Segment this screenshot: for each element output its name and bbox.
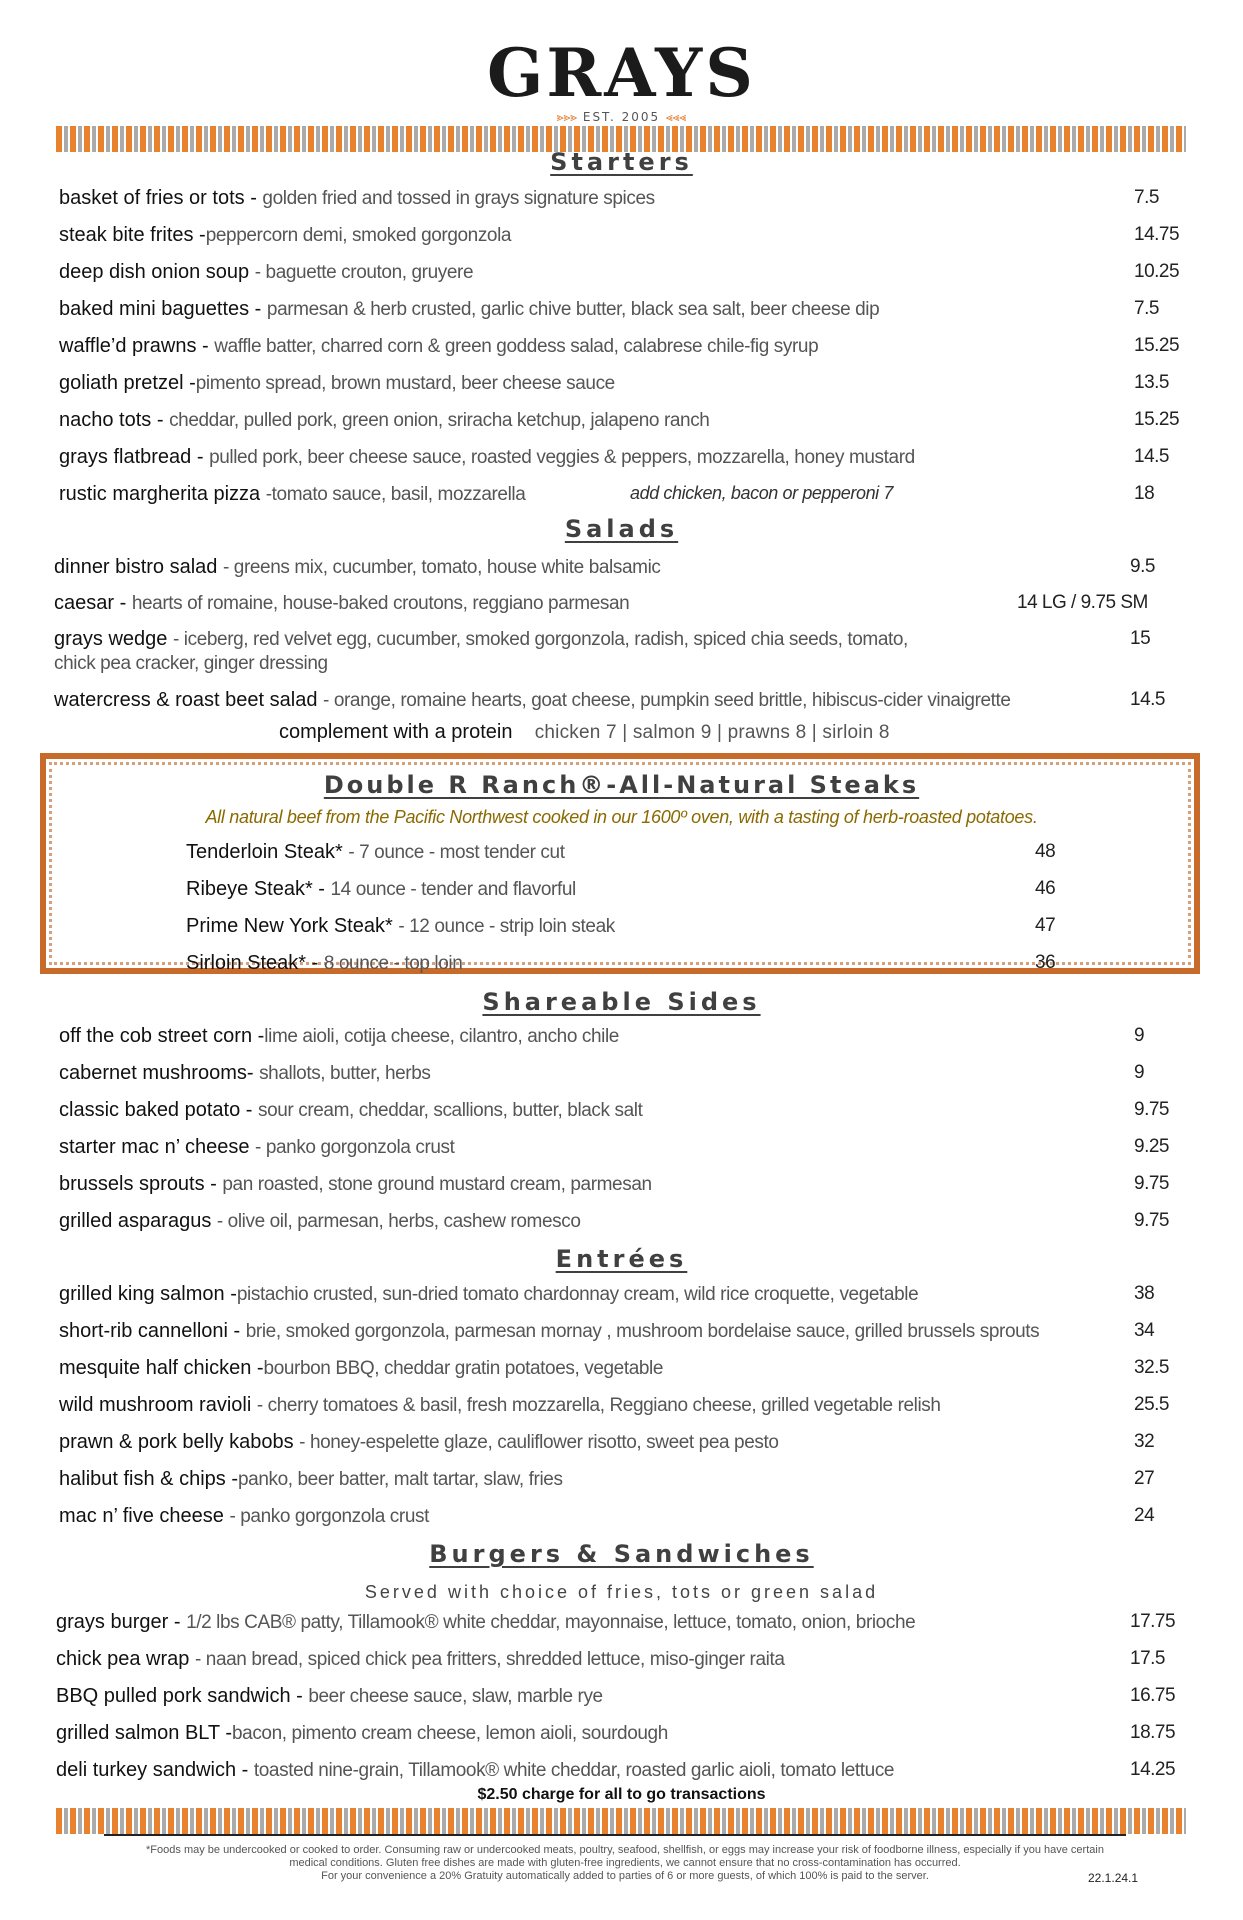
bottom-stripe-divider [56, 1808, 1186, 1834]
item-price: 14.25 [1130, 1759, 1176, 1780]
item-price: 14 LG / 9.75 SM [1017, 592, 1148, 613]
item-description: 1/2 lbs CAB® patty, Tillamook® white cheddar, mayonnaise, lettuce, tomato, onion, brioche [186, 1612, 916, 1633]
item-name: baked mini baguettes - [59, 298, 267, 320]
item-description: - 12 ounce - strip loin steak [398, 916, 615, 937]
starter-item [59, 408, 709, 433]
item-description: cheddar, pulled pork, green onion, sriracha ketchup, jalapeno ranch [169, 410, 710, 431]
footer-line-3: For your convenience a 20% Gratuity automatically added to parties of 6 or more guests, of which 100% is paid to the server. [321, 1870, 929, 1882]
section-title-entrees: Entrées [555, 1245, 688, 1273]
item-price: 24 [1134, 1505, 1155, 1526]
footer-line-1: *Foods may be undercooked or cooked to order. Consuming raw or undercooked meats, poultry, seafood, shellfish, or eggs may increase your risk of foodborne illness, especially if you have certain [146, 1844, 1104, 1856]
entree-item [59, 1504, 429, 1529]
item-price: 27 [1134, 1468, 1155, 1489]
item-name: grays flatbread - [59, 446, 210, 468]
menu-version-code: 22.1.24.1 [1088, 1871, 1139, 1885]
arrow-right-icon: ⪡⪡⪡ [665, 110, 687, 124]
footer-line-2: medical conditions. Gluten free dishes are made with gluten-free ingredients, we cannot ensure that no cross-contamination has occurred. [289, 1857, 961, 1869]
item-price: 32.5 [1134, 1357, 1169, 1378]
item-description: 8 ounce - top loin [323, 953, 463, 974]
item-name: Sirloin Steak* - [186, 952, 324, 974]
item-description: - greens mix, cucumber, tomato, house white balsamic [222, 557, 661, 578]
established-line [0, 110, 1243, 125]
salad-item [54, 627, 908, 652]
burger-item [56, 1647, 785, 1672]
item-price: 18.75 [1130, 1722, 1176, 1743]
item-name: watercress & roast beet salad [54, 689, 324, 711]
item-price: 7.5 [1134, 298, 1159, 319]
item-description: peppercorn demi, smoked gorgonzola [205, 225, 512, 246]
footer-disclaimer [60, 1844, 1190, 1883]
item-description: - panko gorgonzola crust [229, 1506, 429, 1527]
item-name: waffle’d prawns - [59, 335, 215, 357]
item-description: brie, smoked gorgonzola, parmesan mornay , mushroom bordelaise sauce, grilled brussels sprouts [245, 1321, 1040, 1342]
item-price: 9.75 [1134, 1173, 1169, 1194]
item-name: Ribeye Steak* - [186, 878, 331, 900]
item-price: 15 [1130, 628, 1151, 649]
item-description: sour cream, cheddar, scallions, butter, black salt [258, 1100, 643, 1121]
item-name: prawn & pork belly kabobs [59, 1431, 300, 1453]
brand-name: GRAYS [487, 34, 756, 112]
starter-item [59, 223, 511, 248]
protein-label: complement with a protein [279, 721, 513, 743]
item-description: - orange, romaine hearts, goat cheese, pumpkin seed brittle, hibiscus-cider vinaigrette [323, 690, 1011, 711]
steak-item [186, 914, 615, 939]
item-description: - olive oil, parmesan, herbs, cashew romesco [216, 1211, 581, 1232]
item-name: grays wedge [54, 628, 173, 650]
item-name: cabernet mushrooms- [59, 1062, 260, 1084]
item-price: 36 [1035, 952, 1056, 973]
protein-options: chicken 7 | salmon 9 | prawns 8 | sirloin 8 [534, 722, 890, 743]
item-price: 13.5 [1134, 372, 1169, 393]
side-item [59, 1209, 581, 1234]
salad-item [54, 688, 1011, 713]
item-description: - baguette crouton, gruyere [254, 262, 474, 283]
side-item [59, 1061, 430, 1086]
burger-item [56, 1684, 603, 1709]
item-description: pan roasted, stone ground mustard cream, parmesan [222, 1174, 652, 1195]
item-price: 38 [1134, 1283, 1155, 1304]
item-name: brussels sprouts - [59, 1173, 223, 1195]
item-description: - 7 ounce - most tender cut [348, 842, 565, 863]
item-description: -tomato sauce, basil, mozzarella [265, 484, 526, 505]
entree-item [59, 1356, 663, 1381]
item-price: 9.25 [1134, 1136, 1169, 1157]
burgers-served-note: Served with choice of fries, tots or green salad [364, 1582, 879, 1602]
item-price: 14.5 [1130, 689, 1165, 710]
item-price: 25.5 [1134, 1394, 1169, 1415]
side-item [59, 1135, 455, 1160]
item-name: steak bite frites - [59, 224, 206, 246]
item-description: beer cheese sauce, slaw, marble rye [308, 1686, 603, 1707]
item-name: deep dish onion soup [59, 261, 255, 283]
item-name: dinner bistro salad [54, 556, 223, 578]
item-description: pimento spread, brown mustard, beer cheese sauce [195, 373, 615, 394]
item-description: bourbon BBQ, cheddar gratin potatoes, vegetable [263, 1358, 664, 1379]
entree-item [59, 1467, 563, 1492]
to-go-charge: $2.50 charge for all to go transactions [477, 1786, 766, 1803]
item-name: Prime New York Steak* [186, 915, 399, 937]
starter-item [59, 186, 655, 211]
item-price: 17.75 [1130, 1611, 1176, 1632]
starter-item [59, 297, 879, 322]
starter-item [59, 260, 473, 285]
item-price: 9.5 [1130, 556, 1155, 577]
item-price: 17.5 [1130, 1648, 1165, 1669]
section-title-sides: Shareable Sides [482, 988, 761, 1016]
burger-item [56, 1758, 894, 1783]
item-description: - iceberg, red velvet egg, cucumber, smoked gorgonzola, radish, spiced chia seeds, tomato, [172, 629, 908, 650]
item-name: BBQ pulled pork sandwich - [56, 1685, 309, 1707]
item-name: caesar - [54, 592, 132, 614]
item-description: shallots, butter, herbs [259, 1063, 431, 1084]
item-price: 14.5 [1134, 446, 1169, 467]
item-price: 47 [1035, 915, 1056, 936]
starter-item [59, 445, 915, 470]
item-name: grays burger - [56, 1611, 187, 1633]
salad-item [54, 591, 629, 616]
item-name: chick pea wrap [56, 1648, 195, 1670]
item-name: grilled asparagus [59, 1210, 217, 1232]
item-description: bacon, pimento cream cheese, lemon aioli, sourdough [232, 1723, 668, 1744]
steaks-subtitle: All natural beef from the Pacific Northwest cooked in our 1600º oven, with a tasting of herb-roasted potatoes. [205, 807, 1038, 827]
item-price: 32 [1134, 1431, 1155, 1452]
protein-addon [279, 720, 890, 745]
item-price: 46 [1035, 878, 1056, 899]
item-name: grilled king salmon - [59, 1283, 237, 1305]
item-price: 15.25 [1134, 409, 1180, 430]
item-description: waffle batter, charred corn & green goddess salad, calabrese chile-fig syrup [214, 336, 819, 357]
item-name: nacho tots - [59, 409, 170, 431]
item-name: wild mushroom ravioli [59, 1394, 257, 1416]
item-price: 18 [1134, 483, 1155, 504]
entree-item [59, 1430, 779, 1455]
item-price: 10.25 [1134, 261, 1180, 282]
item-description: golden fried and tossed in grays signature spices [262, 188, 655, 209]
salad-item [54, 555, 661, 580]
item-price: 9 [1134, 1025, 1145, 1046]
item-price: 34 [1134, 1320, 1155, 1341]
item-name: halibut fish & chips - [59, 1468, 238, 1490]
item-name: basket of fries or tots - [59, 187, 263, 209]
item-price: 16.75 [1130, 1685, 1176, 1706]
item-name: off the cob street corn - [59, 1025, 265, 1047]
arrow-left-icon: ⪢⪢⪢ [556, 110, 578, 124]
item-description-continued [54, 651, 328, 676]
item-description: panko, beer batter, malt tartar, slaw, fries [237, 1469, 563, 1490]
section-title-steaks: Double R Ranch®-All-Natural Steaks [323, 771, 920, 799]
item-description: - panko gorgonzola crust [255, 1137, 455, 1158]
item-name: grilled salmon BLT - [56, 1722, 232, 1744]
starter-item [59, 334, 818, 359]
section-title-salads: Salads [564, 515, 679, 543]
item-description: 14 ounce - tender and flavorful [330, 879, 576, 900]
side-item [59, 1098, 642, 1123]
burger-item [56, 1721, 668, 1746]
starter-item [59, 482, 525, 507]
side-item [59, 1024, 619, 1049]
item-price: 9.75 [1134, 1210, 1169, 1231]
logo [0, 34, 1243, 125]
item-name: classic baked potato - [59, 1099, 258, 1121]
item-name: deli turkey sandwich - [56, 1759, 254, 1781]
item-price: 15.25 [1134, 335, 1180, 356]
footer-rule [104, 1834, 1126, 1836]
burger-item [56, 1610, 915, 1635]
entree-item [59, 1319, 1039, 1344]
item-description: - cherry tomatoes & basil, fresh mozzarella, Reggiano cheese, grilled vegetable relish [256, 1395, 941, 1416]
item-description: pulled pork, beer cheese sauce, roasted veggies & peppers, mozzarella, honey mustard [209, 447, 915, 468]
item-price: 14.75 [1134, 224, 1180, 245]
starter-item [59, 371, 615, 396]
item-name: rustic margherita pizza [59, 483, 266, 505]
item-name: starter mac n’ cheese [59, 1136, 256, 1158]
item-description: pistachio crusted, sun-dried tomato chardonnay cream, wild rice croquette, vegetable [236, 1284, 919, 1305]
item-name: mac n’ five cheese [59, 1505, 230, 1527]
established-text: EST. 2005 [582, 110, 661, 124]
item-name: Tenderloin Steak* [186, 841, 349, 863]
item-price: 9 [1134, 1062, 1145, 1083]
steak-item [186, 840, 565, 865]
item-name: mesquite half chicken - [59, 1357, 264, 1379]
steak-item [186, 951, 462, 976]
item-price: 9.75 [1134, 1099, 1169, 1120]
item-name: short-rib cannelloni - [59, 1320, 246, 1342]
steak-item [186, 877, 576, 902]
item-description: lime aioli, cotija cheese, cilantro, ancho chile [264, 1026, 619, 1047]
item-description: toasted nine-grain, Tillamook® white cheddar, roasted garlic aioli, tomato lettuce [253, 1760, 895, 1781]
section-title-starters: Starters [550, 148, 693, 176]
side-item [59, 1172, 652, 1197]
item-addon: add chicken, bacon or pepperoni 7 [630, 483, 893, 503]
section-title-burgers: Burgers & Sandwiches [429, 1540, 814, 1568]
item-description: - naan bread, spiced chick pea fritters, shredded lettuce, miso-ginger raita [194, 1649, 785, 1670]
item-description: parmesan & herb crusted, garlic chive butter, black sea salt, beer cheese dip [266, 299, 880, 320]
item-description: hearts of romaine, house-baked croutons, reggiano parmesan [131, 593, 630, 614]
item-price: 48 [1035, 841, 1056, 862]
item-name: goliath pretzel - [59, 372, 196, 394]
entree-item [59, 1282, 918, 1307]
item-price: 7.5 [1134, 187, 1159, 208]
entree-item [59, 1393, 941, 1418]
item-description: - honey-espelette glaze, cauliflower risotto, sweet pea pesto [299, 1432, 779, 1453]
item-description-line-2: chick pea cracker, ginger dressing [54, 653, 328, 674]
